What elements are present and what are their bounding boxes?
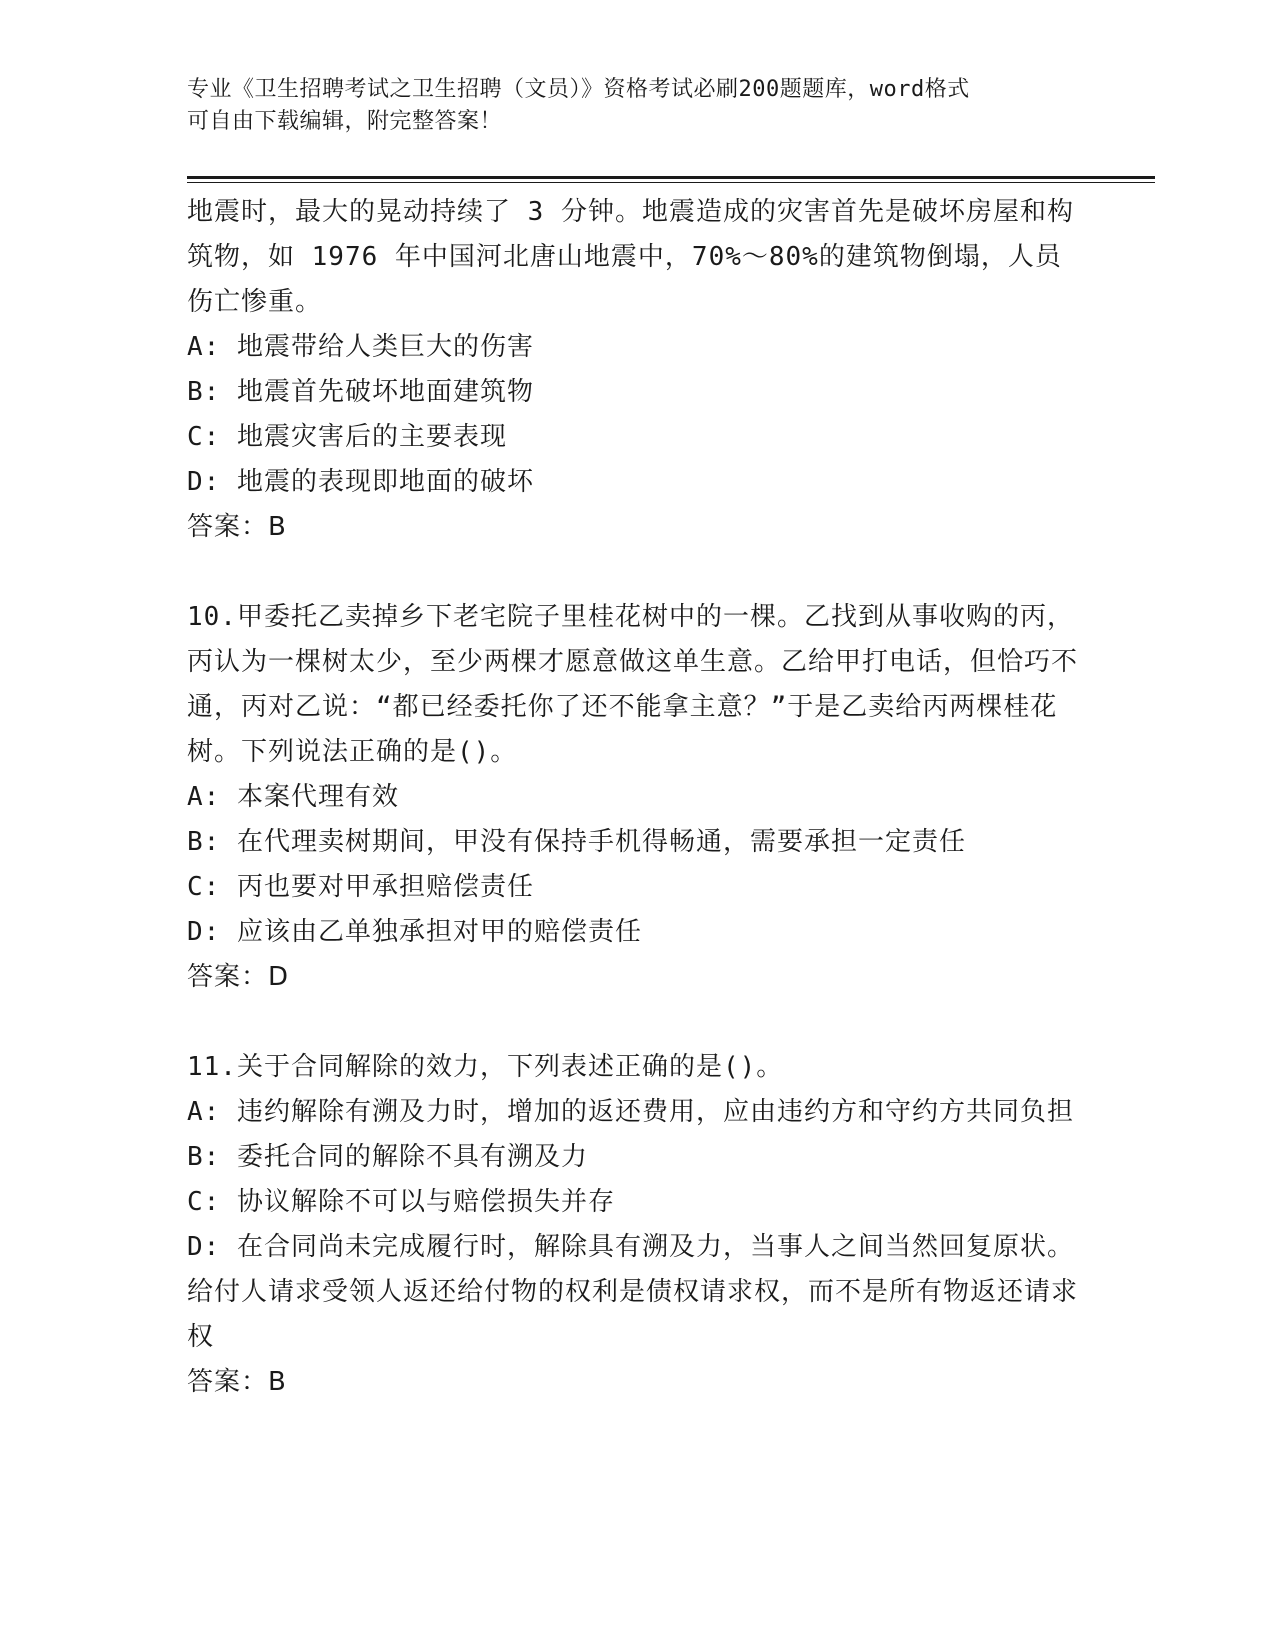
question-11 <box>187 1045 1087 1405</box>
option-d: D: 在合同尚未完成履行时，解除具有溯及力，当事人之间当然回复原状。给付人请求受领人返还给付物的权利是债权请求权，而不是所有物返还请求权 <box>187 1232 1079 1352</box>
answer: 答案：B <box>187 512 287 542</box>
option-a: A: 本案代理有效 <box>187 782 399 812</box>
option-c: C: 地震灾害后的主要表现 <box>187 422 507 452</box>
option-a: A: 地震带给人类巨大的伤害 <box>187 332 534 362</box>
option-d: D: 地震的表现即地面的破坏 <box>187 467 534 497</box>
question-text: 地震时，最大的晃动持续了 3 分钟。地震造成的灾害首先是破坏房屋和构筑物，如 1976 年中国河北唐山地震中，70%～80%的建筑物倒塌，人员伤亡惨重。 <box>187 197 1074 317</box>
option-c: C: 协议解除不可以与赔偿损失并存 <box>187 1187 615 1217</box>
question-10 <box>187 595 1087 1000</box>
option-a: A: 违约解除有溯及力时，增加的返还费用，应由违约方和守约方共同负担 <box>187 1097 1074 1127</box>
option-b: B: 委托合同的解除不具有溯及力 <box>187 1142 588 1172</box>
header-line-1: 专业《卫生招聘考试之卫生招聘（文员）》资格考试必刷200题题库，word格式 <box>187 77 970 102</box>
document-header <box>187 74 1087 138</box>
option-b: B: 地震首先破坏地面建筑物 <box>187 377 534 407</box>
question-9-continued <box>187 190 1087 550</box>
answer: 答案：D <box>187 962 290 992</box>
question-text: 11.关于合同解除的效力，下列表述正确的是()。 <box>187 1052 784 1082</box>
header-line-2: 可自由下载编辑，附完整答案！ <box>187 109 503 134</box>
header-divider-thin <box>187 182 1155 183</box>
option-b: B: 在代理卖树期间，甲没有保持手机得畅通，需要承担一定责任 <box>187 827 966 857</box>
header-divider-thick <box>187 176 1155 179</box>
answer: 答案：B <box>187 1367 287 1397</box>
option-d: D: 应该由乙单独承担对甲的赔偿责任 <box>187 917 642 947</box>
document-body <box>187 190 1087 1405</box>
question-text: 10.甲委托乙卖掉乡下老宅院子里桂花树中的一棵。乙找到从事收购的丙，丙认为一棵树太少，至少两棵才愿意做这单生意。乙给甲打电话，但恰巧不通，丙对乙说：“都已经委托你了还不能拿主意？”于是乙卖给丙两棵桂花树。下列说法正确的是()。 <box>187 602 1079 767</box>
option-c: C: 丙也要对甲承担赔偿责任 <box>187 872 534 902</box>
